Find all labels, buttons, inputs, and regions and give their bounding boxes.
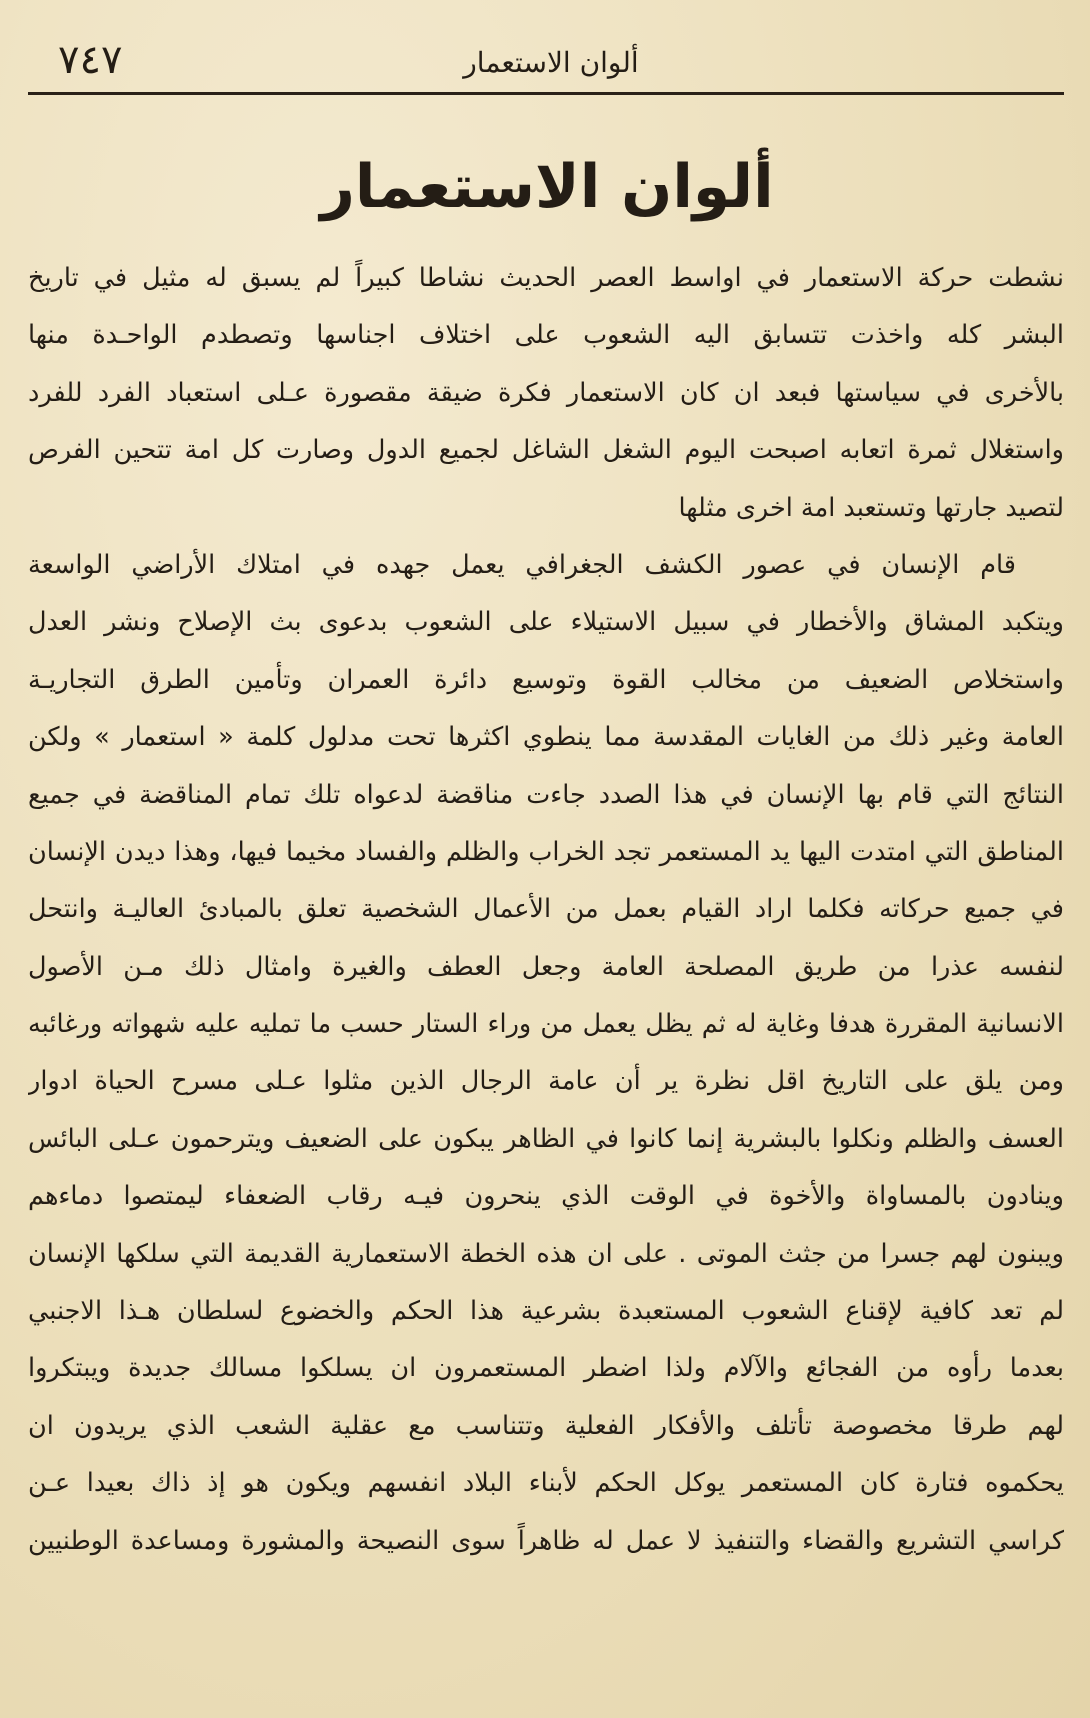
text-line: ومن يلق على التاريخ اقل نظرة ير أن عامة الرجال الذين مثلوا عـلى مسرح الحياة ادوار xyxy=(28,1066,1064,1097)
text-line: قام الإنسان في عصور الكشف الجغرافي يعمل جهده في امتلاك الأراضي الواسعة xyxy=(28,549,1016,580)
paragraph-2 xyxy=(28,537,1064,1570)
text-line: وينادون بالمساواة والأخوة في الوقت الذي ينحرون فيـه رقاب الضعفاء ليمتصوا دماءهم xyxy=(28,1181,1064,1212)
page-number: ٧٤٧ xyxy=(58,37,123,83)
header-rule xyxy=(28,92,1064,95)
article-title: ألوان الاستعمار xyxy=(320,152,774,222)
text-line: العامة وغير ذلك من الغايات المقدسة مما ينطوي اكثرها تحت مدلول كلمة « استعمار » ولكن xyxy=(28,722,1064,753)
text-line: ويبنون لهم جسرا من جثث الموتى . على ان هذه الخطة الاستعمارية القديمة التي سلكها الإنسان xyxy=(28,1238,1064,1269)
text-line: يحكموه فتارة كان المستعمر يوكل الحكم لأبناء البلاد انفسهم ويكون هو إذ ذاك بعيدا عـن xyxy=(28,1468,1064,1499)
book-page xyxy=(22,22,1072,1702)
paragraph-1 xyxy=(28,250,1064,537)
text-line: في جميع حركاته فكلما اراد القيام بعمل من الأعمال الشخصية تعلق بالمبادئ العاليـة وانتحل xyxy=(28,894,1064,925)
text-line: واستخلاص الضعيف من مخالب القوة وتوسيع دائرة العمران وتأمين الطرق التجاريـة xyxy=(28,664,1064,695)
text-line: لتصيد جارتها وتستعبد امة اخرى مثلها xyxy=(678,492,1064,523)
text-line: ويتكبد المشاق والأخطار في سبيل الاستيلاء على الشعوب بدعوى بث الإصلاح ونشر العدل xyxy=(28,607,1064,638)
text-line: كراسي التشريع والقضاء والتنفيذ لا عمل له ظاهراً سوى النصيحة والمشورة ومساعدة الوطنيين xyxy=(28,1525,1064,1556)
running-header xyxy=(30,30,1072,96)
text-line: واستغلال ثمرة اتعابه اصبحت اليوم الشغل الشاغل لجميع الدول وصارت كل امة تتحين الفرص xyxy=(28,435,1064,466)
text-line: العسف والظلم ونكلوا بالبشرية إنما كانوا في الظاهر يبكون على الضعيف ويترحمون عـلى البائس xyxy=(28,1123,1064,1154)
running-title: ألوان الاستعمار xyxy=(463,46,639,79)
text-line: نشطت حركة الاستعمار في اواسط العصر الحديث نشاطا كبيراً لم يسبق له مثيل في تاريخ xyxy=(28,263,1064,293)
text-line: البشر كله واخذت تتسابق اليه الشعوب على اختلاف اجناسها وتصطدم الواحـدة منها xyxy=(28,320,1064,351)
text-line: لهم طرقا مخصوصة تأتلف والأفكار الفعلية وتتناسب مع عقلية الشعب الذي يريدون ان xyxy=(28,1410,1064,1441)
text-line: بعدما رأوه من الفجائع والآلام ولذا اضطر المستعمرون ان يسلكوا مسالك جديدة ويبتكروا xyxy=(28,1353,1064,1384)
text-line: النتائج التي قام بها الإنسان في هذا الصدد جاءت مناقضة لدعواه تلك تمام المناقضة في جميع xyxy=(28,779,1064,810)
article-body xyxy=(28,250,1064,1570)
text-line: لم تعد كافية لإقناع الشعوب المستعبدة بشرعية هذا الحكم والخضوع لسلطان هـذا الاجنبي xyxy=(28,1296,1064,1327)
text-line: لنفسه عذرا من طريق المصلحة العامة وجعل العطف والغيرة وامثال ذلك مـن الأصول xyxy=(28,951,1064,982)
text-line: المناطق التي امتدت اليها يد المستعمر تجد الخراب والظلم والفساد مخيما فيها، وهذا ديدن الإنسان xyxy=(28,836,1064,867)
text-line: الانسانية المقررة هدفا وغاية له ثم يظل يعمل من وراء الستار حسب ما تمليه عليه شهواته ورغائبه xyxy=(28,1009,1064,1040)
text-line: بالأخرى في سياستها فبعد ان كان الاستعمار فكرة ضيقة مقصورة عـلى استعباد الفرد للفرد xyxy=(28,377,1064,408)
